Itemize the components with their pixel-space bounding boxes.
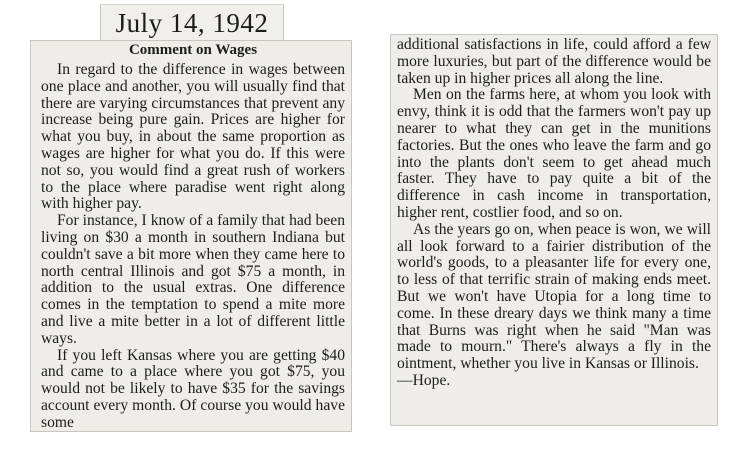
article-headline: Comment on Wages bbox=[128, 42, 258, 58]
clipping-left-column bbox=[30, 40, 352, 432]
paragraph-4: Men on the farms here, at whom you look with envy, think it is odd that the farmers won't pay up nearer to what they can get in the munitions factories. But the ones who leave the farm and go into the plants don't seem to get ahead much faster. They have to pay quite a bit of the difference in cash income in transportation, higher rent, costlier food, and so on. bbox=[397, 86, 711, 221]
paragraph-3: If you left Kansas where you are getting $40 and came to a place where you got $75, you would not be likely to have $35 for the savings account every month. Of course you would have some bbox=[41, 346, 345, 431]
date-label: July 14, 1942 bbox=[115, 8, 269, 38]
paragraph-3-continued: additional satisfactions in life, could afford a few more luxuries, but part of the difference would be taken up in higher prices all along the line. bbox=[397, 36, 711, 87]
signature: —Hope. bbox=[397, 371, 451, 389]
paragraph-2: For instance, I know of a family that had been living on $30 a month in southern Indiana but couldn't save a bit more when they came here to north central Illinois and got $75 a month, in addition to the usual extras. One difference comes in the temptation to spend a mite more and live a mite better in a lot of different little ways. bbox=[41, 212, 345, 347]
date-clipping bbox=[100, 4, 284, 41]
paragraph-1: In regard to the difference in wages between one place and another, you will usually find that there are varying circumstances that prevent any increase being pure gain. Prices are higher for what you buy, in about the same proportion as wages are higher for what you do. If this were not so, you would find a great rush of workers to the place where paradise went right along with higher pay. bbox=[41, 61, 345, 213]
paragraph-5: As the years go on, when peace is won, we will all look forward to a fairier distribution of the world's goods, to a pleasanter life for every one, to less of that terrific strain of making ends meet. But we won't have Utopia for a long time to come. In these dreary days we think many a time that Burns was right when he said "Man was made to mourn." There's always a fly in the ointment, whether you live in Kansas or Illinois. bbox=[397, 220, 711, 373]
clipping-right-column bbox=[390, 34, 718, 426]
